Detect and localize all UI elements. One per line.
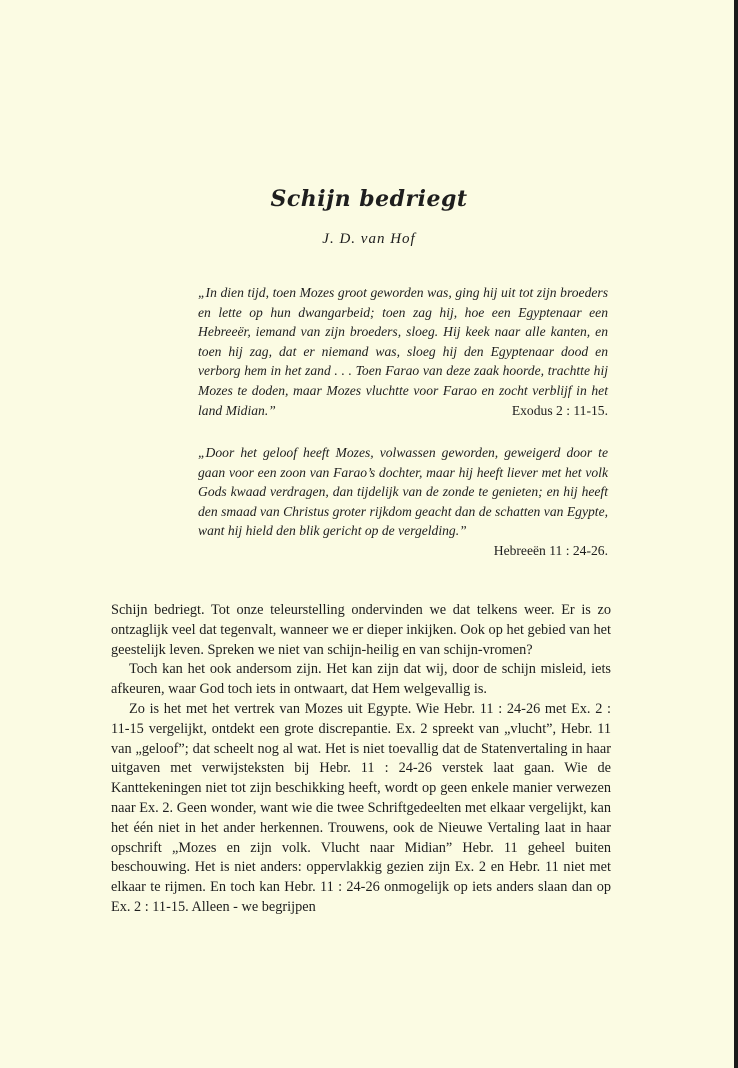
quote-reference: Hebreeën 11 : 24-26. <box>493 542 608 558</box>
epigraph-quote <box>198 443 608 561</box>
epigraph-quote <box>198 283 608 420</box>
quote-reference: Exodus 2 : 11-15. <box>511 402 608 418</box>
page-edge <box>734 0 738 1068</box>
article-body <box>111 601 611 918</box>
quote-text: „In dien tijd, toen Mozes groot geworden was, ging hij uit tot zijn broeders en lette op hun dwangarbeid; toen zag hij, hoe een Egyptenaar een Hebreeër, iemand van zijn broeders, sloeg. Hij keek naar alle kanten, en toen hij zag, dat er niemand was, sloeg hij den Egyptenaar dood en verborg hem in het zand . . . Toen Farao van deze zaak hoorde, trachtte hij Mozes te doden, maar Mozes vluchtte voor Farao en zocht verblijf in het land Midian.” <box>198 285 608 418</box>
author-name: J. D. van Hof <box>322 231 416 247</box>
paragraph: Zo is het met het vertrek van Mozes uit Egypte. Wie Hebr. 11 : 24-26 met Ex. 2 : 11-15 vergelijkt, ontdekt een grote discrepantie. Ex. 2 spreekt van „vlucht”, Hebr. 11 van „geloof”; dat scheelt nog al wat. Het is niet toevallig dat de Statenvertaling in haar uitgaven met verwijsteksten bij Hebr. 11 : 24-26 verstek laat gaan. Wie de Kanttekeningen niet tot zijn beschikking heeft, wordt op geen enkele manier verwezen naar Ex. 2. Geen wonder, want wie die twee Schriftgedeelten met elkaar vergelijkt, kan het één niet in het ander herkennen. Trouwens, ook de Nieuwe Vertaling laat in haar opschrift „Mozes en zijn volk. Vlucht naar Midian” Hebr. 11 geheel buiten beschouwing. Het is niet anders: oppervlakkig gezien zijn Ex. 2 en Hebr. 11 niet met elkaar te rijmen. En toch kan Hebr. 11 : 24-26 onmogelijk op iets anders slaan dan op Ex. 2 : 11-15. Alleen - we begrijpen <box>111 700 611 915</box>
paragraph: Toch kan het ook andersom zijn. Het kan zijn dat wij, door de schijn misleid, iets afkeuren, waar God toch iets in ontwaart, dat Hem welgevallig is. <box>111 661 611 698</box>
paragraph: Schijn bedriegt. Tot onze teleurstelling ondervinden we dat telkens weer. Er is zo ontzaglijk veel dat tegenvalt, wanneer we er dieper inkijken. Ook op het gebied van het geestelijk leven. Spreken we niet van schijn-heilig en van schijn-vromen? <box>111 602 611 658</box>
article-title: Schijn bedriegt <box>270 186 468 212</box>
quote-text: „Door het geloof heeft Mozes, volwassen geworden, geweigerd door te gaan voor een zoon van Farao’s dochter, maar hij heeft liever met het volk Gods kwaad verdragen, dan tijdelijk van de zonde te genieten; en hij heeft den smaad van Christus groter rijkdom geacht dan de schatten van Egypte, want hij hield den blik gericht op de vergelding.” <box>198 445 608 539</box>
